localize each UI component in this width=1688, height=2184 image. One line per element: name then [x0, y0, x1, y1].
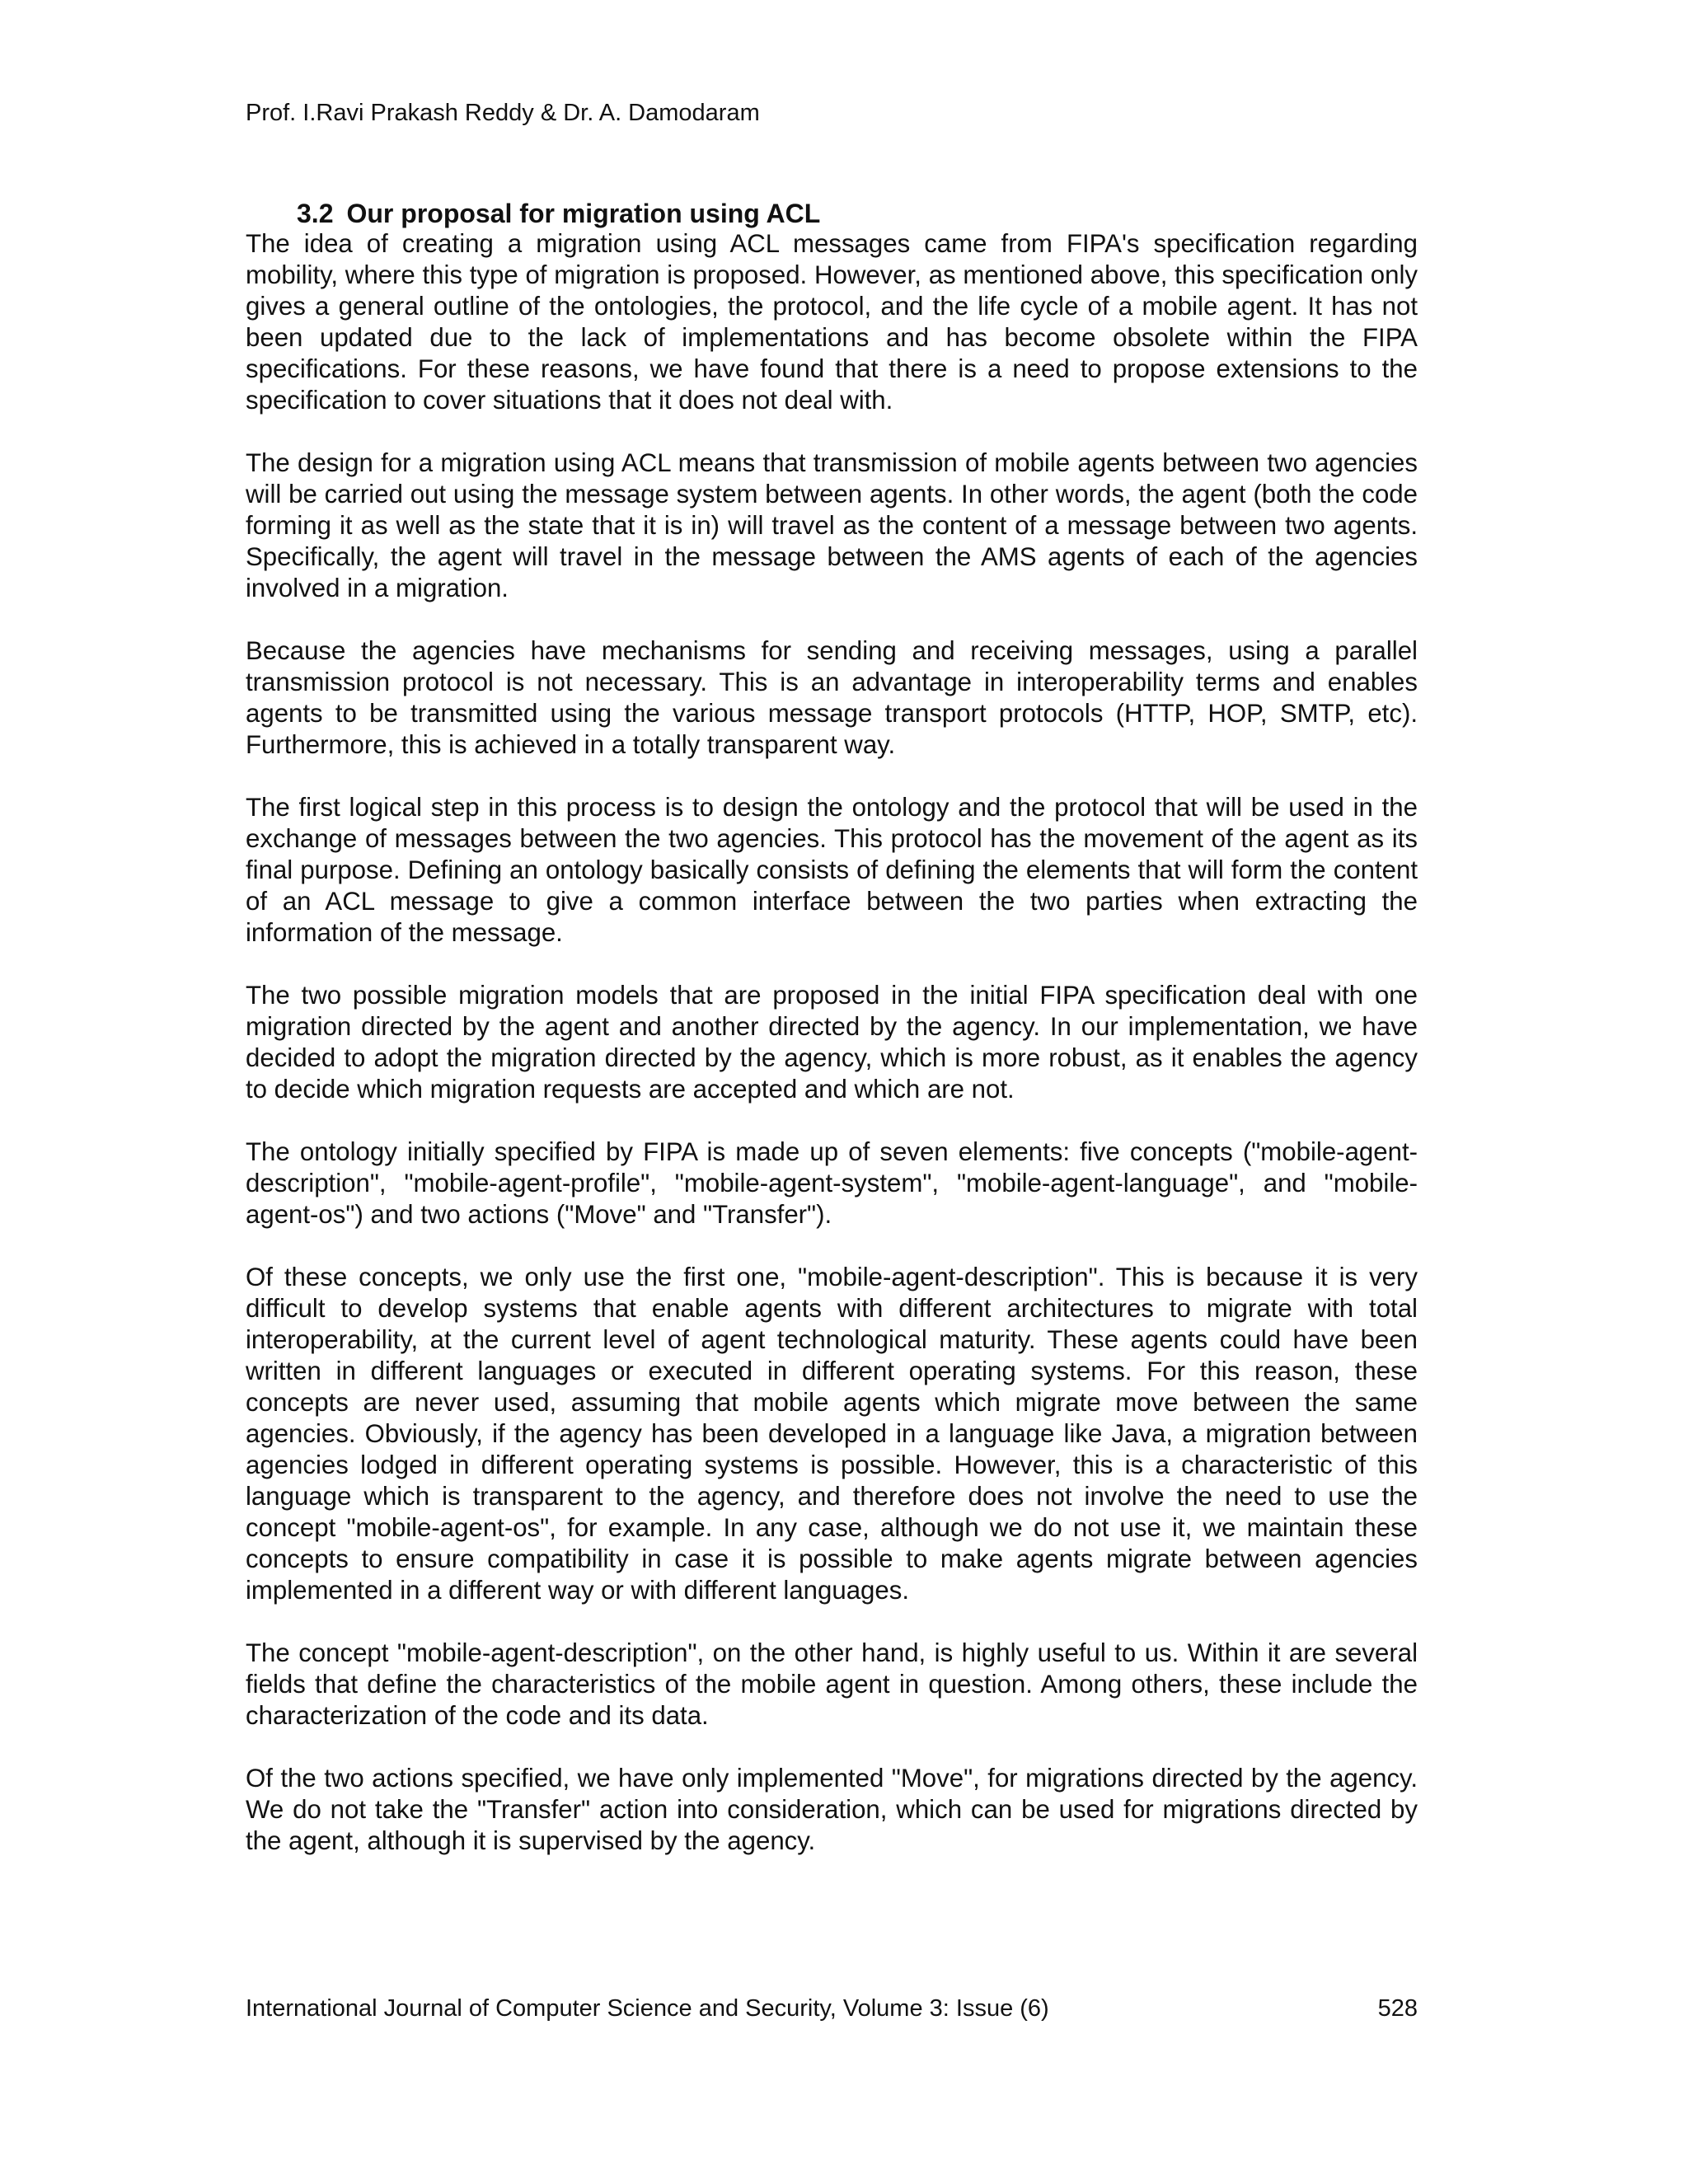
paragraph: The concept "mobile-agent-description", on the other hand, is highly useful to us. Within it are several fields that define the characteristics of the mobile agent in question. Among others, these include the characterization of the code and its data. [246, 1638, 1418, 1730]
paragraph: The design for a migration using ACL means that transmission of mobile agents between two agencies will be carried out using the message system between agents. In other words, the agent (both the code forming it as well as the state that it is in) will travel as the content of a message between two agents. Specifically, the agent will travel in the message between the AMS agents of each of the agencies involved in a migration. [246, 448, 1418, 602]
section-number: 3.2 [297, 199, 334, 228]
paragraph: Because the agencies have mechanisms for sending and receiving messages, using a parallel transmission protocol is not necessary. This is an advantage in interoperability terms and enables agents to be transmitted using the various message transport protocols (HTTP, HOP, SMTP, etc). Furthermore, this is achieved in a totally transparent way. [246, 636, 1418, 759]
page-number: 528 [1377, 1995, 1418, 2022]
paragraph: The first logical step in this process is to design the ontology and the protocol that will be used in the exchange of messages between the two agencies. This protocol has the movement of the agent as its final purpose. Defining an ontology basically consists of defining the elements that will form the content of an ACL message to give a common interface between the two parties when extracting the information of the message. [246, 793, 1418, 947]
section-title: Our proposal for migration using ACL [346, 199, 821, 228]
paragraph: The two possible migration models that are proposed in the initial FIPA specification deal with one migration directed by the agent and another directed by the agency. In our implementation, we have decided to adopt the migration directed by the agency, which is more robust, as it enables the agency to decide which migration requests are accepted and which are not. [246, 981, 1418, 1104]
paragraph: The ontology initially specified by FIPA is made up of seven elements: five concepts ("mobile-agent-description", "mobile-agent-profile", "mobile-agent-system", "mobile-agent-language", and "mobile-agent-os") and two actions ("Move" and "Transfer"). [246, 1137, 1418, 1229]
footer-journal: International Journal of Computer Science and Security, Volume 3: Issue (6) [246, 1995, 1049, 2022]
section-heading [297, 197, 820, 230]
paragraph: Of the two actions specified, we have only implemented "Move", for migrations directed by the agency. We do not take the "Transfer" action into consideration, which can be used for migrations directed by the agent, although it is supervised by the agency. [246, 1764, 1418, 1855]
paragraph: The idea of creating a migration using ACL messages came from FIPA's specification regarding mobility, where this type of migration is proposed. However, as mentioned above, this specification only gives a general outline of the ontologies, the protocol, and the life cycle of a mobile agent. It has not been updated due to the lack of implementations and has become obsolete within the FIPA specifications. For these reasons, we have found that there is a need to propose extensions to the specification to cover situations that it does not deal with. [246, 229, 1418, 415]
paragraph: Of these concepts, we only use the first one, "mobile-agent-description". This is because it is very difficult to develop systems that enable agents with different architectures to migrate with total interoperability, at the current level of agent technological maturity. These agents could have been written in different languages or executed in different operating systems. For this reason, these concepts are never used, assuming that mobile agents which migrate move between the same agencies. Obviously, if the agency has been developed in a language like Java, a migration between agencies lodged in different operating systems is possible. However, this is a characteristic of this language which is transparent to the agency, and therefore does not involve the need to use the concept "mobile-agent-os", for example. In any case, although we do not use it, we maintain these concepts to ensure compatibility in case it is possible to make agents migrate between agencies implemented in a different way or with different languages. [246, 1263, 1418, 1605]
running-header-authors: Prof. I.Ravi Prakash Reddy & Dr. A. Damodaram [246, 100, 760, 126]
body-text [246, 228, 1418, 1888]
